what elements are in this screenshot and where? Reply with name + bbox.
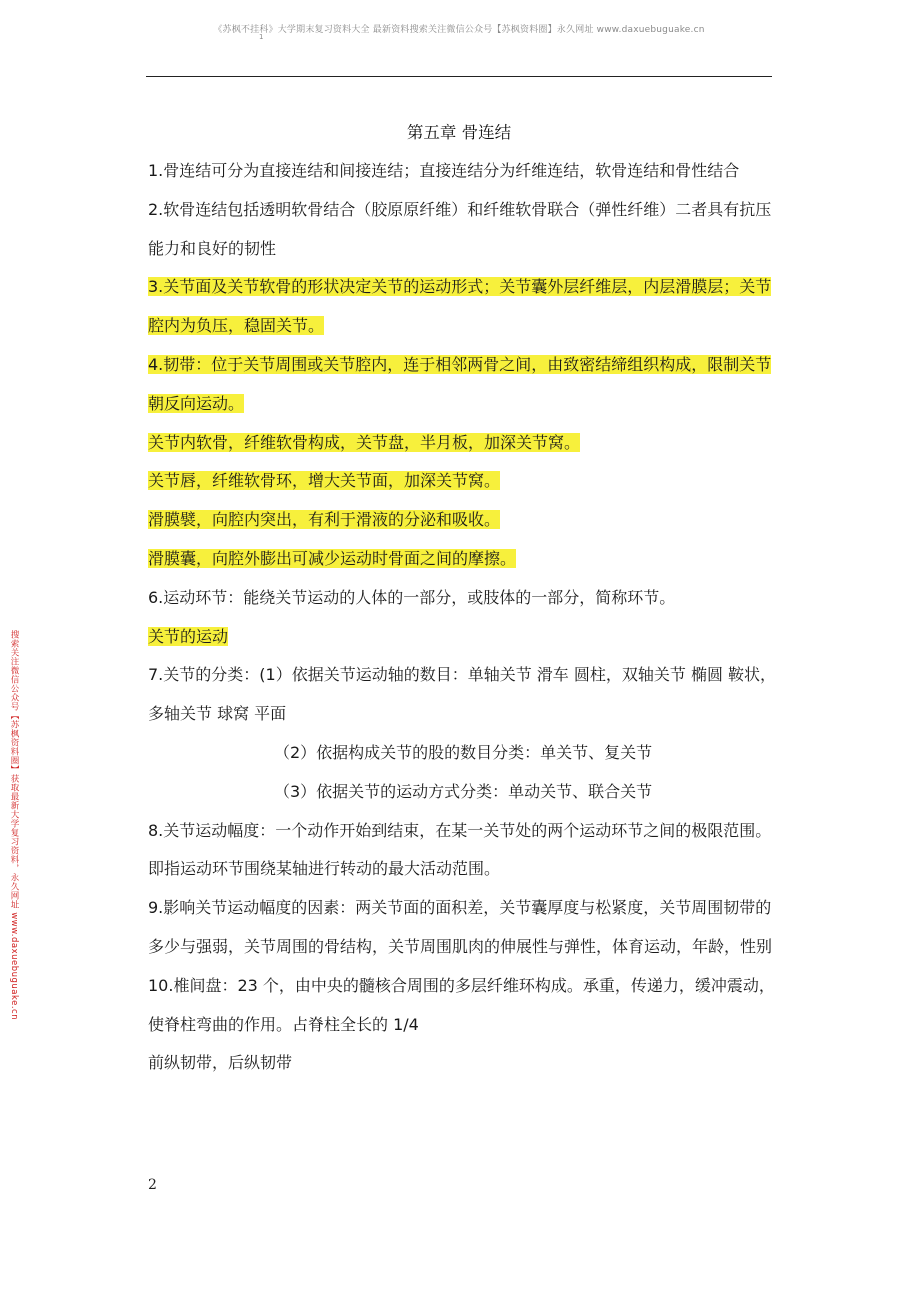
header-rule — [146, 76, 772, 77]
paragraph-6-highlighted: 关节唇，纤维软骨环，增大关节面，加深关节窝。 — [148, 471, 501, 491]
section-heading-highlighted: 关节的运动 — [148, 626, 229, 646]
chapter-title: 第五章 骨连结 — [406, 123, 512, 142]
paragraph-9: 6.运动环节：能绕关节运动的人体的一部分，或肢体的一部分，简称环节。 — [148, 587, 676, 607]
paragraph-7-highlighted: 滑膜襞，向腔内突出，有利于滑液的分泌和吸收。 — [148, 510, 501, 530]
paragraph-17: 前纵韧带，后纵韧带 — [148, 1053, 293, 1073]
paragraph-3-highlighted: 3.关节面及关节软骨的形状决定关节的运动形式；关节囊外层纤维层，内层滑膜层；关节腔内为负压，稳固关节。 — [148, 277, 772, 336]
header-mark: 1 — [259, 33, 264, 41]
paragraph-16: 10.椎间盘：23 个，由中央的髓核合周围的多层纤维环构成。承重，传递力，缓冲震动，使脊柱弯曲的作用。占脊柱全长的 1/4 — [148, 975, 775, 1034]
side-watermark: 搜索关注微信公众号【苏枫资料圈】获取最新大学复习资料，永久网址 www.daxuebuguake.cn — [9, 630, 19, 1021]
paragraph-8-highlighted: 滑膜囊，向腔外膨出可减少运动时骨面之间的摩擦。 — [148, 548, 517, 568]
paragraph-13: （3）依据关节的运动方式分类：单动关节、联合关节 — [274, 781, 653, 801]
paragraph-12: （2）依据构成关节的股的数目分类：单关节、复关节 — [274, 742, 653, 762]
paragraph-2: 2.软骨连结包括透明软骨结合（胶原原纤维）和纤维软骨联合（弹性纤维）二者具有抗压能力和良好的韧性 — [148, 199, 772, 258]
paragraph-4-highlighted: 4.韧带：位于关节周围或关节腔内，连于相邻两骨之间，由致密结缔组织构成，限制关节朝反向运动。 — [148, 354, 772, 413]
paragraph-14: 8.关节运动幅度：一个动作开始到结束，在某一关节处的两个运动环节之间的极限范围。即指运动环节围绕某轴进行转动的最大活动范围。 — [148, 820, 772, 879]
paragraph-1: 1.骨连结可分为直接连结和间接连结；直接连结分为纤维连结，软骨连结和骨性结合 — [148, 161, 740, 180]
document-body — [148, 152, 778, 1083]
paragraph-15: 9.影响关节运动幅度的因素：两关节面的面积差，关节囊厚度与松紧度，关节周围韧带的多少与强弱，关节周围的骨结构，关节周围肌肉的伸展性与弹性，体育运动，年龄，性别 — [148, 898, 773, 956]
paragraph-11: 7.关节的分类：(1）依据关节运动轴的数目：单轴关节 滑车 圆柱，双轴关节 椭圆 鞍状，多轴关节 球窝 平面 — [148, 665, 777, 724]
page-header: 《苏枫不挂科》大学期末复习资料大全 最新资料搜索关注微信公众号【苏枫资料圈】永久网址 www.daxuebuguake.cn — [213, 25, 705, 35]
paragraph-5-highlighted: 关节内软骨，纤维软骨构成，关节盘，半月板，加深关节窝。 — [148, 432, 581, 452]
page-number: 2 — [148, 1177, 157, 1193]
